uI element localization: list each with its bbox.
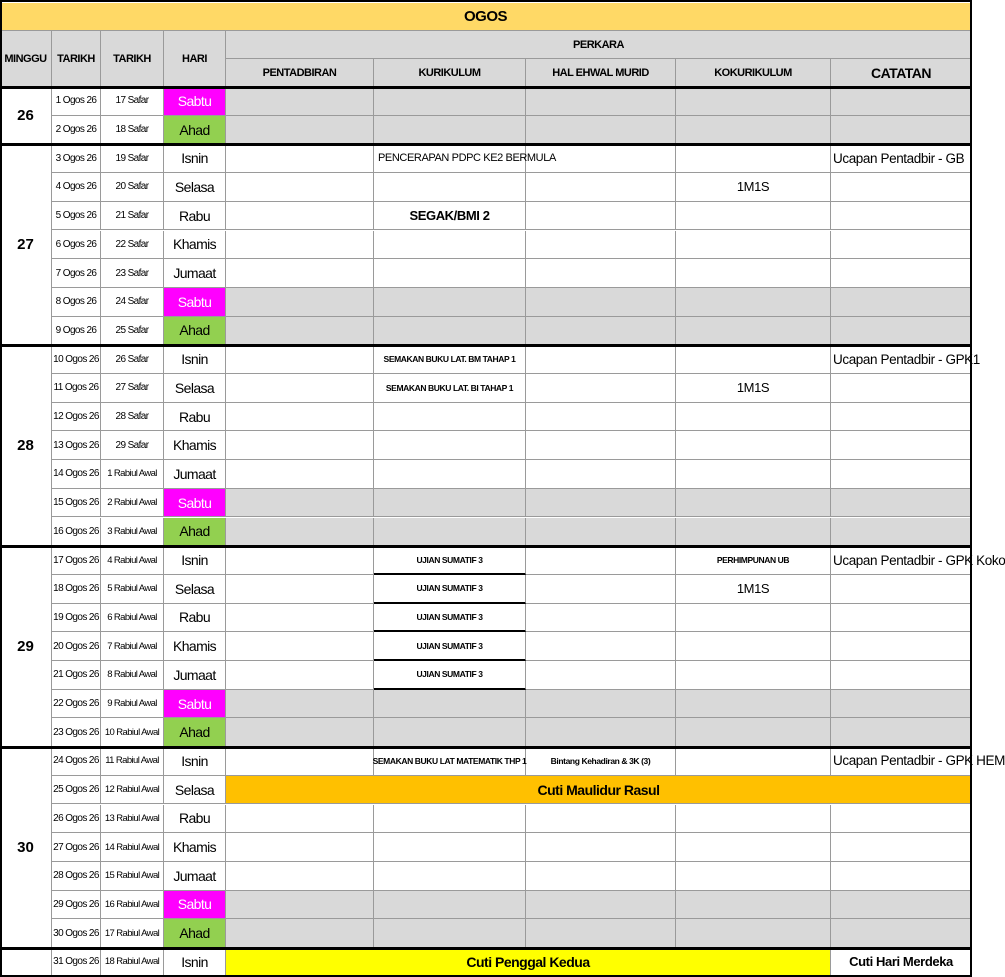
date-masihi: 5 Ogos 26 [52, 202, 101, 231]
day-name: Khamis [164, 431, 226, 460]
hem-cell [526, 173, 676, 202]
kurikulum-cell [374, 87, 526, 116]
header-tarikh-masihi: TARIKH [52, 31, 101, 87]
date-masihi: 1 Ogos 26 [52, 87, 101, 116]
day-name: Jumaat [164, 259, 226, 288]
date-hijri: 22 Safar [101, 231, 164, 260]
kurikulum-cell: SEMAKAN BUKU LAT. BI TAHAP 1 [374, 374, 526, 403]
pentadbiran-cell [226, 632, 374, 661]
kokurikulum-cell [676, 202, 831, 231]
day-name: Isnin [164, 747, 226, 776]
pentadbiran-cell [226, 173, 374, 202]
hem-cell [526, 661, 676, 690]
kokurikulum-cell [676, 431, 831, 460]
catatan-cell [831, 718, 972, 747]
hem-cell [526, 202, 676, 231]
pentadbiran-cell [226, 919, 374, 948]
day-name: Rabu [164, 604, 226, 633]
catatan-cell [831, 604, 972, 633]
catatan-cell: Cuti Hari Merdeka [831, 948, 972, 977]
day-name: Khamis [164, 231, 226, 260]
day-name: Isnin [164, 345, 226, 374]
pentadbiran-cell [226, 374, 374, 403]
kokurikulum-cell [676, 317, 831, 346]
pentadbiran-cell [226, 489, 374, 518]
kurikulum-cell [374, 431, 526, 460]
day-name: Ahad [164, 317, 226, 346]
kokurikulum-cell [676, 116, 831, 145]
hem-cell [526, 231, 676, 260]
date-hijri: 4 Rabiul Awal [101, 546, 164, 575]
catatan-cell [831, 891, 972, 920]
kurikulum-cell [374, 116, 526, 145]
header-tarikh-hijri: TARIKH [101, 31, 164, 87]
kurikulum-cell [374, 173, 526, 202]
date-masihi: 20 Ogos 26 [52, 632, 101, 661]
day-name: Jumaat [164, 661, 226, 690]
catatan-cell [831, 575, 972, 604]
week-number: 28 [0, 345, 52, 546]
day-name: Selasa [164, 575, 226, 604]
kurikulum-cell: PENCERAPAN PDPC KE2 BERMULA [374, 144, 526, 173]
catatan-cell [831, 833, 972, 862]
date-hijri: 29 Safar [101, 431, 164, 460]
kurikulum-cell [374, 718, 526, 747]
kurikulum-cell: SEMAKAN BUKU LAT. BM TAHAP 1 [374, 345, 526, 374]
day-name: Ahad [164, 116, 226, 145]
date-masihi: 23 Ogos 26 [52, 718, 101, 747]
catatan-cell [831, 661, 972, 690]
kokurikulum-cell [676, 891, 831, 920]
pentadbiran-cell [226, 345, 374, 374]
day-name: Ahad [164, 518, 226, 547]
day-name: Isnin [164, 546, 226, 575]
kokurikulum-cell [676, 403, 831, 432]
catatan-cell [831, 805, 972, 834]
pentadbiran-cell [226, 546, 374, 575]
date-hijri: 5 Rabiul Awal [101, 575, 164, 604]
date-hijri: 25 Safar [101, 317, 164, 346]
hem-cell [526, 632, 676, 661]
kurikulum-cell: UJIAN SUMATIF 3 [374, 661, 526, 690]
catatan-cell: Ucapan Pentadbir - GB [831, 144, 972, 173]
date-hijri: 14 Rabiul Awal [101, 833, 164, 862]
catatan-cell: Ucapan Pentadbir - GPK1 [831, 345, 972, 374]
day-name: Jumaat [164, 862, 226, 891]
day-name: Rabu [164, 403, 226, 432]
kokurikulum-cell [676, 632, 831, 661]
kurikulum-cell: UJIAN SUMATIF 3 [374, 632, 526, 661]
kurikulum-cell: UJIAN SUMATIF 3 [374, 546, 526, 575]
pentadbiran-cell [226, 891, 374, 920]
date-masihi: 3 Ogos 26 [52, 144, 101, 173]
pentadbiran-cell [226, 575, 374, 604]
date-hijri: 3 Rabiul Awal [101, 518, 164, 547]
hem-cell [526, 690, 676, 719]
catatan-cell: Ucapan Pentadbir - GPK Koko [831, 546, 972, 575]
kurikulum-cell [374, 862, 526, 891]
hem-cell [526, 862, 676, 891]
date-masihi: 14 Ogos 26 [52, 460, 101, 489]
day-name: Sabtu [164, 690, 226, 719]
kurikulum-cell [374, 489, 526, 518]
date-hijri: 18 Safar [101, 116, 164, 145]
catatan-cell [831, 431, 972, 460]
kokurikulum-cell [676, 833, 831, 862]
catatan-cell [831, 403, 972, 432]
date-masihi: 16 Ogos 26 [52, 518, 101, 547]
day-name: Rabu [164, 202, 226, 231]
day-name: Isnin [164, 144, 226, 173]
catatan-cell [831, 862, 972, 891]
pentadbiran-cell [226, 317, 374, 346]
kokurikulum-cell [676, 661, 831, 690]
day-name: Ahad [164, 718, 226, 747]
header-kurikulum: KURIKULUM [374, 59, 526, 87]
week-separator [0, 746, 972, 749]
date-hijri: 2 Rabiul Awal [101, 489, 164, 518]
kokurikulum-cell [676, 518, 831, 547]
kurikulum-cell [374, 919, 526, 948]
hem-cell [526, 718, 676, 747]
date-masihi: 19 Ogos 26 [52, 604, 101, 633]
catatan-cell: Ucapan Pentadbir - GPK HEM [831, 747, 972, 776]
catatan-cell [831, 173, 972, 202]
date-masihi: 15 Ogos 26 [52, 489, 101, 518]
date-hijri: 12 Rabiul Awal [101, 776, 164, 805]
hem-cell [526, 144, 676, 173]
hem-cell [526, 489, 676, 518]
catatan-cell [831, 87, 972, 116]
date-hijri: 6 Rabiul Awal [101, 604, 164, 633]
pentadbiran-cell [226, 718, 374, 747]
week-number: 27 [0, 144, 52, 345]
kokurikulum-cell [676, 862, 831, 891]
week-separator [0, 344, 972, 347]
day-name: Jumaat [164, 460, 226, 489]
date-hijri: 16 Rabiul Awal [101, 891, 164, 920]
hem-cell [526, 431, 676, 460]
pentadbiran-cell [226, 431, 374, 460]
kurikulum-cell [374, 805, 526, 834]
week-number-empty [0, 948, 52, 977]
catatan-cell [831, 489, 972, 518]
catatan-cell [831, 288, 972, 317]
kokurikulum-cell [676, 919, 831, 948]
hem-cell: Bintang Kehadiran & 3K (3) [526, 747, 676, 776]
pentadbiran-cell [226, 604, 374, 633]
pentadbiran-cell [226, 403, 374, 432]
hem-cell [526, 891, 676, 920]
date-masihi: 11 Ogos 26 [52, 374, 101, 403]
week-number: 26 [0, 87, 52, 144]
day-name: Selasa [164, 374, 226, 403]
day-name: Ahad [164, 919, 226, 948]
kurikulum-cell [374, 690, 526, 719]
pentadbiran-cell [226, 259, 374, 288]
hem-cell [526, 288, 676, 317]
kokurikulum-cell [676, 345, 831, 374]
kokurikulum-cell [676, 259, 831, 288]
catatan-cell [831, 259, 972, 288]
day-name: Khamis [164, 632, 226, 661]
pentadbiran-cell [226, 116, 374, 145]
date-hijri: 24 Safar [101, 288, 164, 317]
header-hem: HAL EHWAL MURID [526, 59, 676, 87]
kurikulum-cell [374, 891, 526, 920]
hem-cell [526, 317, 676, 346]
kurikulum-cell [374, 259, 526, 288]
kurikulum-cell: SEGAK/BMI 2 [374, 202, 526, 231]
date-hijri: 20 Safar [101, 173, 164, 202]
date-masihi: 8 Ogos 26 [52, 288, 101, 317]
hem-cell [526, 403, 676, 432]
week-separator [0, 143, 972, 146]
hem-cell [526, 87, 676, 116]
date-hijri: 26 Safar [101, 345, 164, 374]
pentadbiran-cell [226, 690, 374, 719]
date-hijri: 28 Safar [101, 403, 164, 432]
kurikulum-cell [374, 460, 526, 489]
date-hijri: 7 Rabiul Awal [101, 632, 164, 661]
catatan-cell [831, 116, 972, 145]
header-hari: HARI [164, 31, 226, 87]
date-masihi: 7 Ogos 26 [52, 259, 101, 288]
date-hijri: 11 Rabiul Awal [101, 747, 164, 776]
kokurikulum-cell [676, 288, 831, 317]
header-minggu: MINGGU [0, 31, 52, 87]
pentadbiran-cell [226, 833, 374, 862]
kokurikulum-cell [676, 805, 831, 834]
kokurikulum-cell [676, 747, 831, 776]
date-masihi: 10 Ogos 26 [52, 345, 101, 374]
catatan-cell [831, 374, 972, 403]
date-hijri: 19 Safar [101, 144, 164, 173]
week-separator [0, 947, 972, 950]
week-separator [0, 86, 972, 89]
kokurikulum-cell [676, 87, 831, 116]
date-masihi: 26 Ogos 26 [52, 805, 101, 834]
holiday-banner: Cuti Maulidur Rasul [226, 776, 972, 805]
date-masihi: 2 Ogos 26 [52, 116, 101, 145]
kurikulum-cell [374, 403, 526, 432]
date-hijri: 23 Safar [101, 259, 164, 288]
pentadbiran-cell [226, 661, 374, 690]
week-separator [0, 545, 972, 548]
date-hijri: 1 Rabiul Awal [101, 460, 164, 489]
day-name: Sabtu [164, 891, 226, 920]
kurikulum-cell: UJIAN SUMATIF 3 [374, 575, 526, 604]
header-pentadbiran: PENTADBIRAN [226, 59, 374, 87]
hem-cell [526, 919, 676, 948]
kurikulum-cell [374, 518, 526, 547]
hem-cell [526, 833, 676, 862]
week-number: 30 [0, 747, 52, 948]
hem-cell [526, 374, 676, 403]
date-masihi: 30 Ogos 26 [52, 919, 101, 948]
day-name: Sabtu [164, 288, 226, 317]
day-name: Sabtu [164, 87, 226, 116]
catatan-cell [831, 518, 972, 547]
catatan-cell [831, 919, 972, 948]
kokurikulum-cell: 1M1S [676, 575, 831, 604]
header-perkara: PERKARA [226, 31, 972, 59]
pentadbiran-cell [226, 518, 374, 547]
date-masihi: 9 Ogos 26 [52, 317, 101, 346]
kokurikulum-cell [676, 604, 831, 633]
pentadbiran-cell [226, 862, 374, 891]
kurikulum-cell: SEMAKAN BUKU LAT MATEMATIK THP 1 [374, 747, 526, 776]
date-masihi: 22 Ogos 26 [52, 690, 101, 719]
hem-cell [526, 604, 676, 633]
kokurikulum-cell: 1M1S [676, 374, 831, 403]
kurikulum-cell [374, 231, 526, 260]
catatan-cell [831, 231, 972, 260]
day-name: Rabu [164, 805, 226, 834]
hem-cell [526, 575, 676, 604]
kokurikulum-cell [676, 489, 831, 518]
kokurikulum-cell: PERHIMPUNAN UB [676, 546, 831, 575]
catatan-cell [831, 202, 972, 231]
date-masihi: 12 Ogos 26 [52, 403, 101, 432]
date-masihi: 13 Ogos 26 [52, 431, 101, 460]
kokurikulum-cell [676, 460, 831, 489]
pentadbiran-cell [226, 87, 374, 116]
date-hijri: 13 Rabiul Awal [101, 805, 164, 834]
date-hijri: 21 Safar [101, 202, 164, 231]
date-hijri: 9 Rabiul Awal [101, 690, 164, 719]
hem-cell [526, 259, 676, 288]
kokurikulum-cell [676, 690, 831, 719]
date-masihi: 31 Ogos 26 [52, 948, 101, 977]
kurikulum-cell [374, 288, 526, 317]
date-masihi: 27 Ogos 26 [52, 833, 101, 862]
date-hijri: 8 Rabiul Awal [101, 661, 164, 690]
catatan-cell [831, 317, 972, 346]
pentadbiran-cell [226, 805, 374, 834]
date-masihi: 18 Ogos 26 [52, 575, 101, 604]
sheet-title: OGOS [0, 3, 972, 31]
kokurikulum-cell [676, 231, 831, 260]
date-hijri: 17 Rabiul Awal [101, 919, 164, 948]
hem-cell [526, 518, 676, 547]
week-number: 29 [0, 546, 52, 747]
date-masihi: 4 Ogos 26 [52, 173, 101, 202]
date-masihi: 28 Ogos 26 [52, 862, 101, 891]
date-masihi: 17 Ogos 26 [52, 546, 101, 575]
date-hijri: 10 Rabiul Awal [101, 718, 164, 747]
header-catatan: CATATAN [831, 59, 972, 87]
date-hijri: 15 Rabiul Awal [101, 862, 164, 891]
hem-cell [526, 116, 676, 145]
kokurikulum-cell: 1M1S [676, 173, 831, 202]
date-masihi: 29 Ogos 26 [52, 891, 101, 920]
hem-cell [526, 805, 676, 834]
date-hijri: 27 Safar [101, 374, 164, 403]
hem-cell [526, 460, 676, 489]
catatan-cell [831, 690, 972, 719]
hem-cell [526, 546, 676, 575]
day-name: Selasa [164, 776, 226, 805]
pentadbiran-cell [226, 460, 374, 489]
day-name: Selasa [164, 173, 226, 202]
kurikulum-cell [374, 833, 526, 862]
pentadbiran-cell [226, 747, 374, 776]
date-hijri: 18 Rabiul Awal [101, 948, 164, 977]
date-masihi: 25 Ogos 26 [52, 776, 101, 805]
kurikulum-cell: UJIAN SUMATIF 3 [374, 604, 526, 633]
catatan-cell [831, 632, 972, 661]
catatan-cell [831, 460, 972, 489]
kokurikulum-cell [676, 144, 831, 173]
kokurikulum-cell [676, 718, 831, 747]
pentadbiran-cell [226, 202, 374, 231]
holiday-banner: Cuti Penggal Kedua [226, 948, 831, 977]
day-name: Sabtu [164, 489, 226, 518]
hem-cell [526, 345, 676, 374]
header-kokurikulum: KOKURIKULUM [676, 59, 831, 87]
date-masihi: 21 Ogos 26 [52, 661, 101, 690]
day-name: Isnin [164, 948, 226, 977]
pentadbiran-cell [226, 288, 374, 317]
pentadbiran-cell [226, 231, 374, 260]
pentadbiran-cell [226, 144, 374, 173]
kurikulum-cell [374, 317, 526, 346]
date-hijri: 17 Safar [101, 87, 164, 116]
day-name: Khamis [164, 833, 226, 862]
date-masihi: 24 Ogos 26 [52, 747, 101, 776]
date-masihi: 6 Ogos 26 [52, 231, 101, 260]
